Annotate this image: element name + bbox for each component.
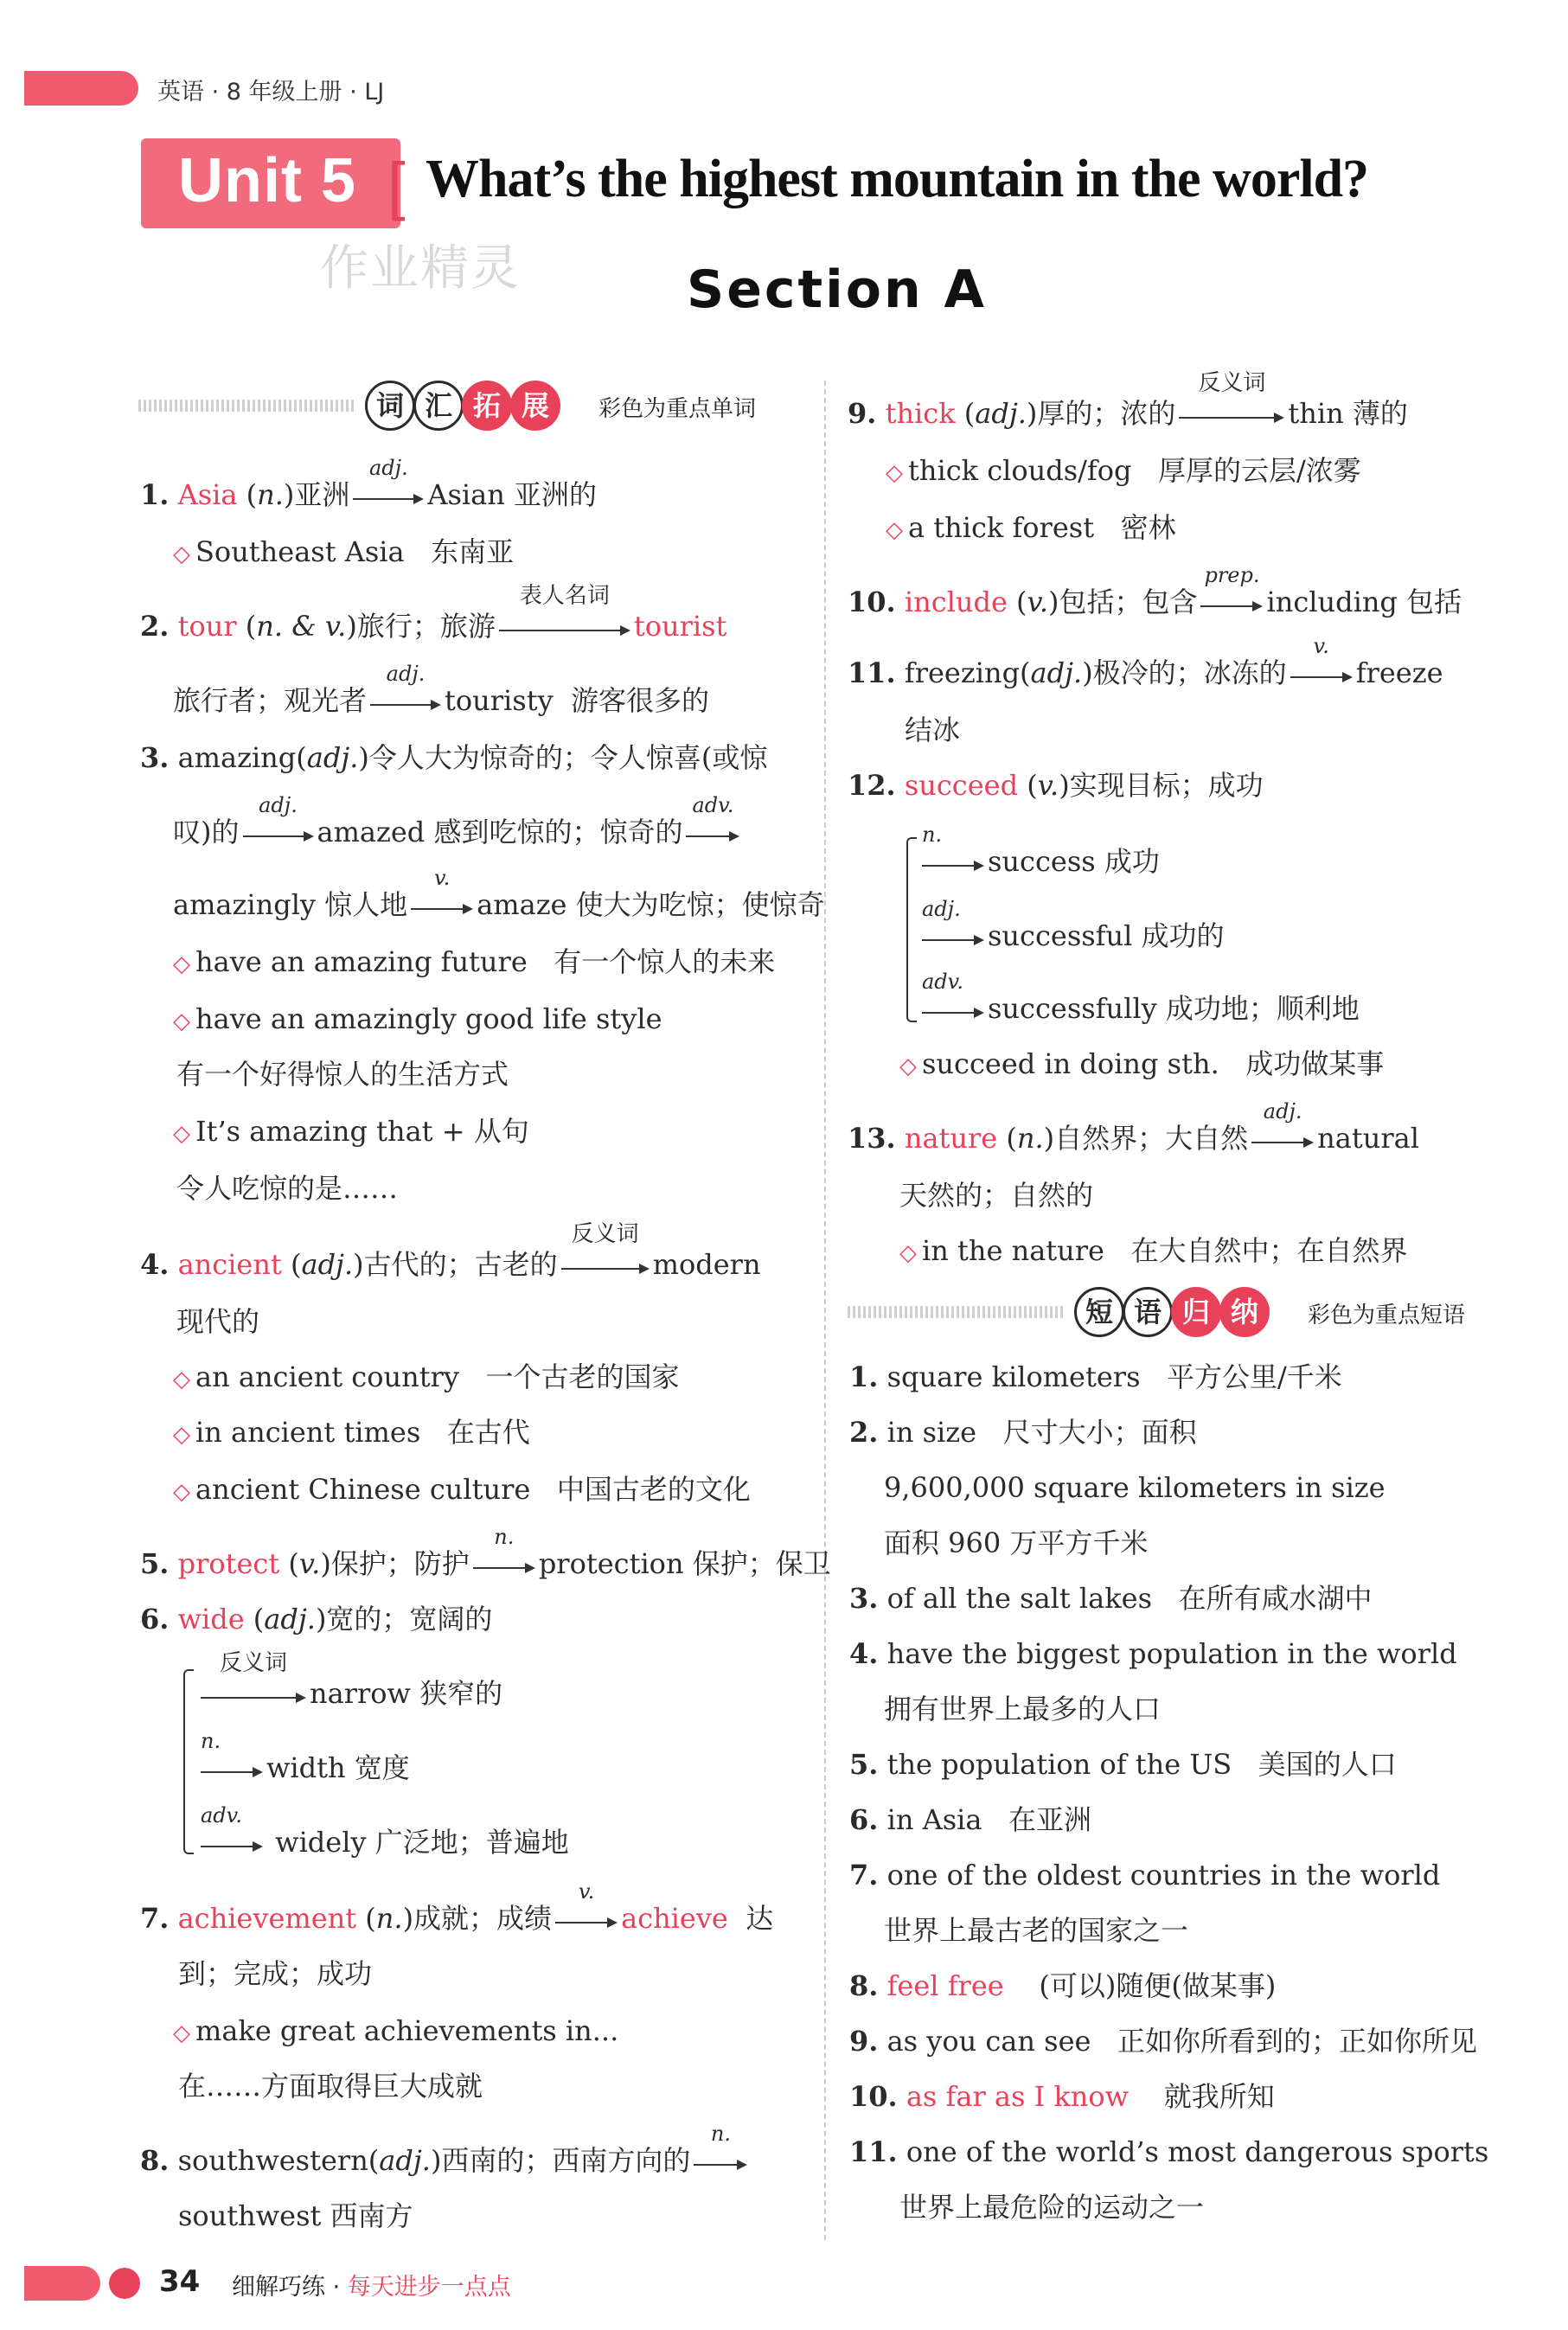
word-entry-13: 13. nature (n.)自然界；大自然 adj. natural [848,1098,1419,1155]
word-2-line2: 旅行者；观光者 adj. touristy 游客很多的 [173,661,709,717]
word-entry-5: 5. protect (v.)保护；防护 n. protection 保护；保卫 [140,1524,831,1580]
word-7-example-1-cn: 在……方面取得巨大成就 [178,2070,483,2103]
word-9-example-1: ◇ thick clouds/fog 厚厚的云层/浓雾 [886,454,1361,487]
vocab-badge-1: 词 [365,381,415,431]
word-entry-2: 2. tour (n. & v.)旅行；旅游 表人名词 tourist [140,582,727,643]
phrases-badge-3: 归 [1171,1287,1221,1337]
word-12-example-1: ◇ succeed in doing sth. 成功做某事 [899,1047,1385,1080]
word-entry-1: 1. Asia (n.)亚洲 adj. Asian 亚洲的 [140,455,597,511]
unit-title: What’s the highest mountain in the world? [426,150,1369,208]
phrases-badge-4: 纳 [1219,1287,1270,1337]
phrase-item: 1. square kilometers 平方公里/千米 [849,1360,1342,1393]
phrase-item: 9. as you can see 正如你所看到的；正如你所见 [849,2025,1477,2058]
phrase-item: 拥有世界上最多的人口 [884,1693,1162,1725]
watermark: 作业精灵 [320,240,521,297]
phrase-item: 5. the population of the US 美国的人口 [849,1748,1397,1781]
word-9-example-2: ◇ a thick forest 密林 [886,511,1176,544]
word-entry-6: 6. wide (adj.)宽的；宽阔的 [140,1603,493,1635]
phrase-item: 世界上最危险的运动之一 [899,2191,1205,2224]
vocab-badge-4: 展 [510,381,560,431]
word-6-branch-3: adv. widely 广泛地；普遍地 [201,1802,569,1859]
word-6-branch-2: n. width 宽度 [201,1728,410,1784]
phrase-item: 4. have the biggest population in the world [849,1637,1457,1670]
vocab-section-header [138,381,778,432]
vocab-note: 彩色为重点单词 [598,396,757,422]
word-12-branch-1: n. success 成功 [922,822,1160,878]
word-6-brace [183,1669,194,1854]
word-entry-9: 9. thick (adj.)厚的；浓的 反义词 thin 薄的 [848,369,1408,430]
footer-dot [109,2268,140,2299]
footer-text: 细解巧练 · 每天进步一点点 [232,2274,511,2301]
unit-label: Unit 5 [178,146,357,215]
word-4-example-2: ◇ in ancient times 在古代 [173,1416,530,1449]
book-info: 英语 · 8 年级上册 · LJ [157,79,385,106]
word-entry-7: 7. achievement (n.)成就；成绩 v. achieve 达 [140,1879,774,1935]
word-11-line2: 结冰 [905,714,961,746]
word-1-example: ◇ Southeast Asia 东南亚 [173,535,515,568]
phrases-badge-1: 短 [1074,1287,1124,1337]
word-13-example-1: ◇ in the nature 在大自然中；在自然界 [899,1234,1408,1267]
phrase-item: 2. in size 尺寸大小；面积 [849,1416,1197,1449]
word-4-example-1: ◇ an ancient country 一个古老的国家 [173,1360,680,1393]
phrase-item: 7. one of the oldest countries in the world [849,1859,1441,1892]
unit-bracket: [ [387,150,406,221]
word-3-example-2-cn: 有一个好得惊人的生活方式 [176,1058,509,1091]
header-accent-bar [24,71,138,106]
word-12-brace [906,837,917,1022]
word-7-line2: 到；完成；成功 [178,1957,373,1990]
section-title: Section A [687,259,987,320]
word-3-example-1: ◇ have an amazing future 有一个惊人的未来 [173,945,776,978]
phrase-item: 面积 960 万平方千米 [884,1527,1149,1559]
word-8-line2: southwest 西南方 [178,2199,413,2232]
phrases-badge-2: 语 [1123,1287,1173,1337]
phrases-section-header [848,1287,1505,1339]
word-13-line2: 天然的；自然的 [899,1179,1094,1212]
word-7-example-1: ◇ make great achievements in... [173,2014,619,2047]
phrase-item: 8. feel free (可以)随便(做某事) [849,1969,1277,2002]
word-entry-4: 4. ancient (adj.)古代的；古老的 反义词 modern [140,1220,761,1281]
word-entry-11: 11. freezing(adj.)极冷的；冰冻的 v. freeze [848,633,1443,689]
phrases-note: 彩色为重点短语 [1308,1303,1466,1328]
word-12-branch-2: adj. successful 成功的 [922,896,1225,952]
vocab-badge-2: 汇 [413,381,464,431]
word-3-line3: amazingly 惊人地 v. amaze 使大为吃惊；使惊奇 [173,865,825,921]
phrase-item: 3. of all the salt lakes 在所有咸水湖中 [849,1582,1373,1615]
word-3-example-3: ◇ It’s amazing that + 从句 [173,1115,529,1148]
phrase-item: 6. in Asia 在亚洲 [849,1803,1091,1836]
word-4-line2: 现代的 [176,1305,260,1338]
word-3-example-3-cn: 令人吃惊的是…… [176,1172,399,1205]
word-12-branch-3: adv. successfully 成功地；顺利地 [922,969,1360,1025]
phrase-item: 10. as far as I know 就我所知 [849,2080,1275,2113]
word-4-example-3: ◇ ancient Chinese culture 中国古老的文化 [173,1473,751,1506]
page-number: 34 [159,2264,201,2299]
word-3-example-2: ◇ have an amazingly good life style [173,1002,662,1035]
column-divider [824,381,826,2240]
word-3-line2: 叹)的 adj. amazed 感到吃惊的；惊奇的 adv. [173,815,743,852]
word-entry-3: 3. amazing(adj.)令人大为惊奇的；令人惊喜(或惊 [140,741,768,774]
word-entry-8: 8. southwestern(adj.)西南的；西南方向的 n. [140,2143,751,2180]
word-entry-10: 10. include (v.)包括；包含 prep. including 包括 [848,562,1462,618]
word-6-branch-1: 反义词 narrow 狭窄的 [197,1676,502,1713]
phrase-item: 11. one of the world’s most dangerous sports [849,2135,1489,2168]
word-entry-12: 12. succeed (v.)实现目标；成功 [848,769,1264,802]
vocab-badge-3: 拓 [462,381,512,431]
phrase-item: 世界上最古老的国家之一 [884,1914,1189,1947]
footer-accent-bar [24,2266,100,2301]
phrase-item: 9,600,000 square kilometers in size [884,1471,1386,1504]
